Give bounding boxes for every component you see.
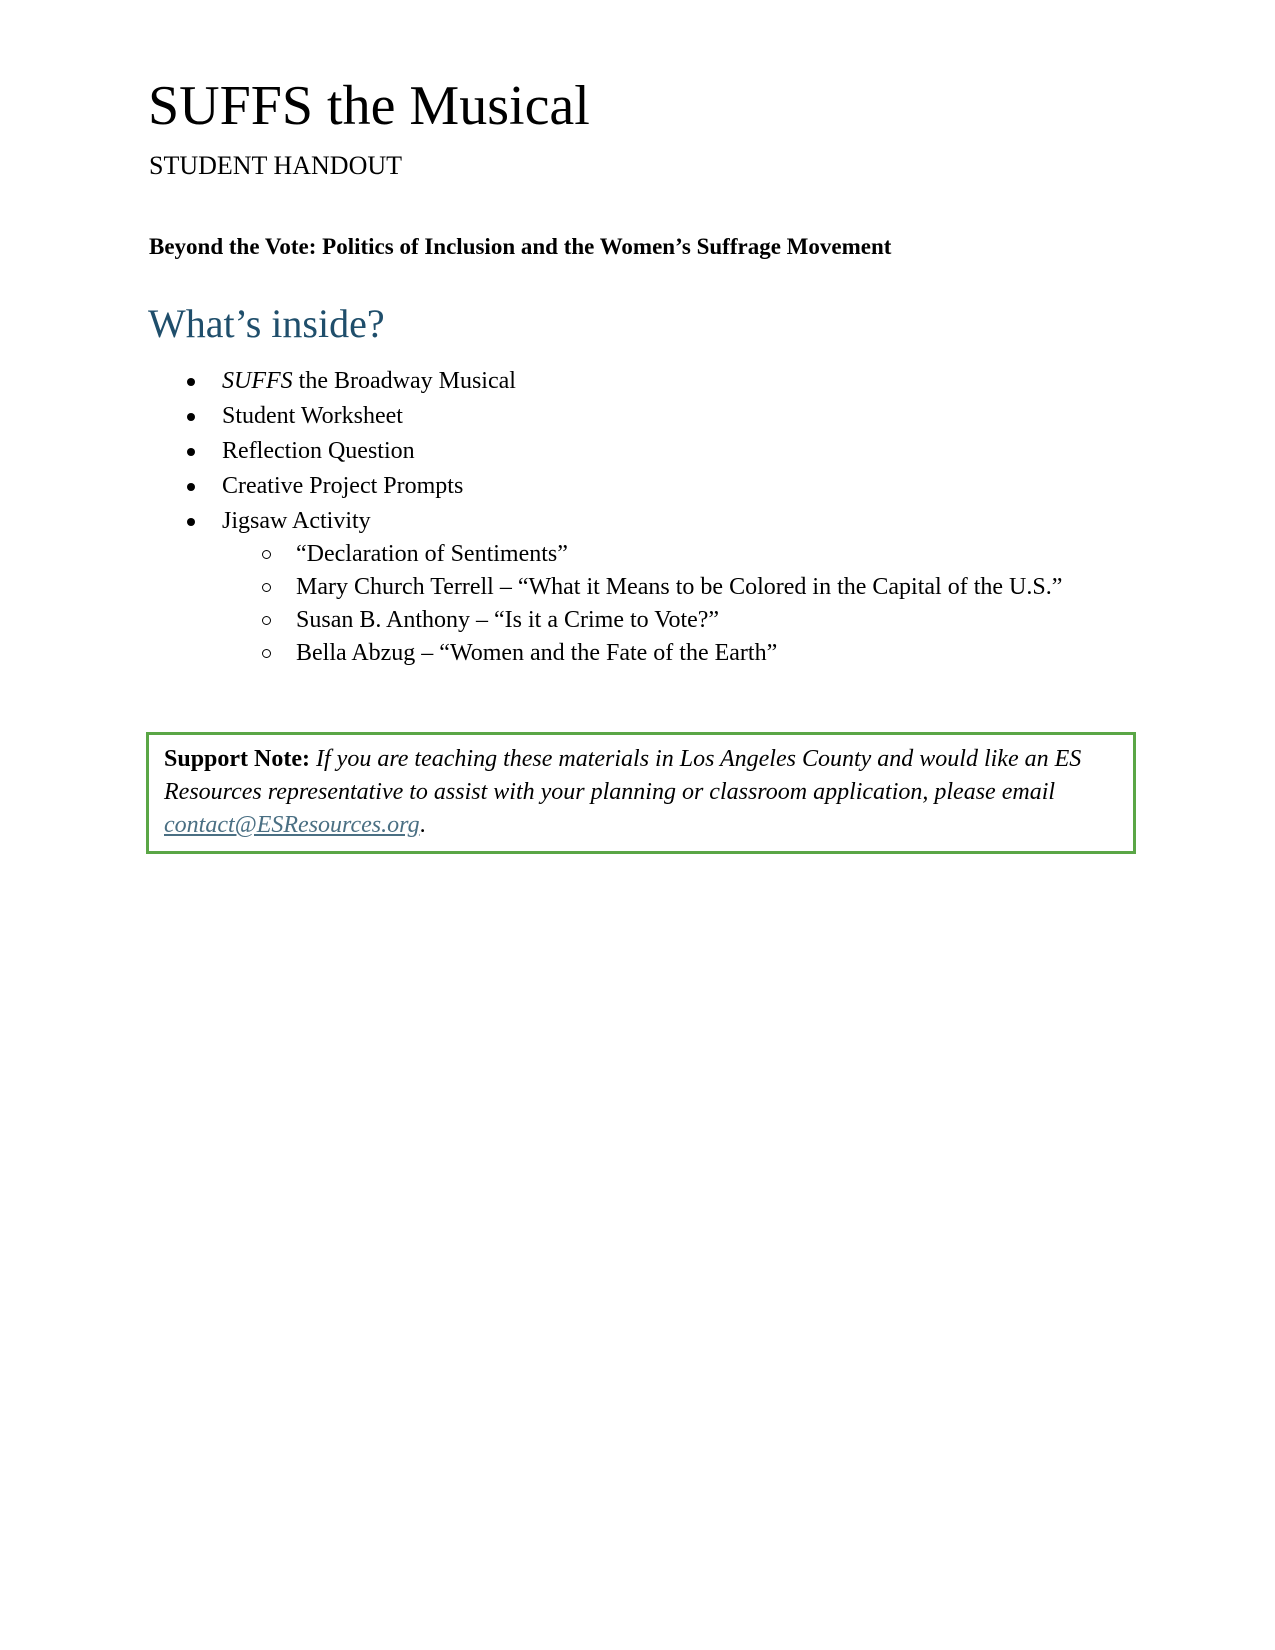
sublist-item-label: Bella Abzug – “Women and the Fate of the Earth”	[296, 640, 778, 666]
support-note-text: If you are teaching these materials in Los Angeles County and would like an ES Resources representative to assist with your planning or classroom application, please email	[164, 746, 1082, 805]
musical-title-rest: the Broadway Musical	[292, 368, 516, 394]
support-note-end: .	[419, 812, 426, 838]
list-item-label: Creative Project Prompts	[222, 473, 464, 499]
section-heading: What’s inside?	[148, 301, 385, 346]
list-item-label: Jigsaw Activity	[222, 508, 371, 534]
bullet-icon	[187, 483, 195, 491]
circle-bullet-icon	[262, 616, 271, 625]
sublist-item-label: Susan B. Anthony – “Is it a Crime to Vote?”	[296, 607, 720, 633]
bullet-icon	[187, 518, 195, 526]
musical-title-italic: SUFFS	[222, 368, 293, 394]
document-title: SUFFS the Musical	[148, 75, 590, 137]
circle-bullet-icon	[262, 583, 271, 592]
support-email-link[interactable]: contact@ESResources.org	[164, 812, 420, 838]
sublist-item-label: “Declaration of Sentiments”	[296, 541, 568, 567]
sublist-item-label: Mary Church Terrell – “What it Means to be Colored in the Capital of the U.S.”	[296, 574, 1063, 600]
support-note-box	[146, 732, 1136, 854]
list-item-label: Student Worksheet	[222, 403, 403, 429]
bullet-icon	[187, 448, 195, 456]
support-note-label: Support Note:	[164, 746, 311, 772]
bullet-icon	[187, 378, 195, 386]
list-item-label	[222, 364, 516, 399]
circle-bullet-icon	[262, 649, 271, 658]
lesson-title: Beyond the Vote: Politics of Inclusion and the Women’s Suffrage Movement	[149, 234, 892, 259]
document-subtitle: STUDENT HANDOUT	[149, 151, 403, 180]
list-item-label: Reflection Question	[222, 438, 415, 464]
bullet-icon	[187, 413, 195, 421]
circle-bullet-icon	[262, 550, 271, 559]
